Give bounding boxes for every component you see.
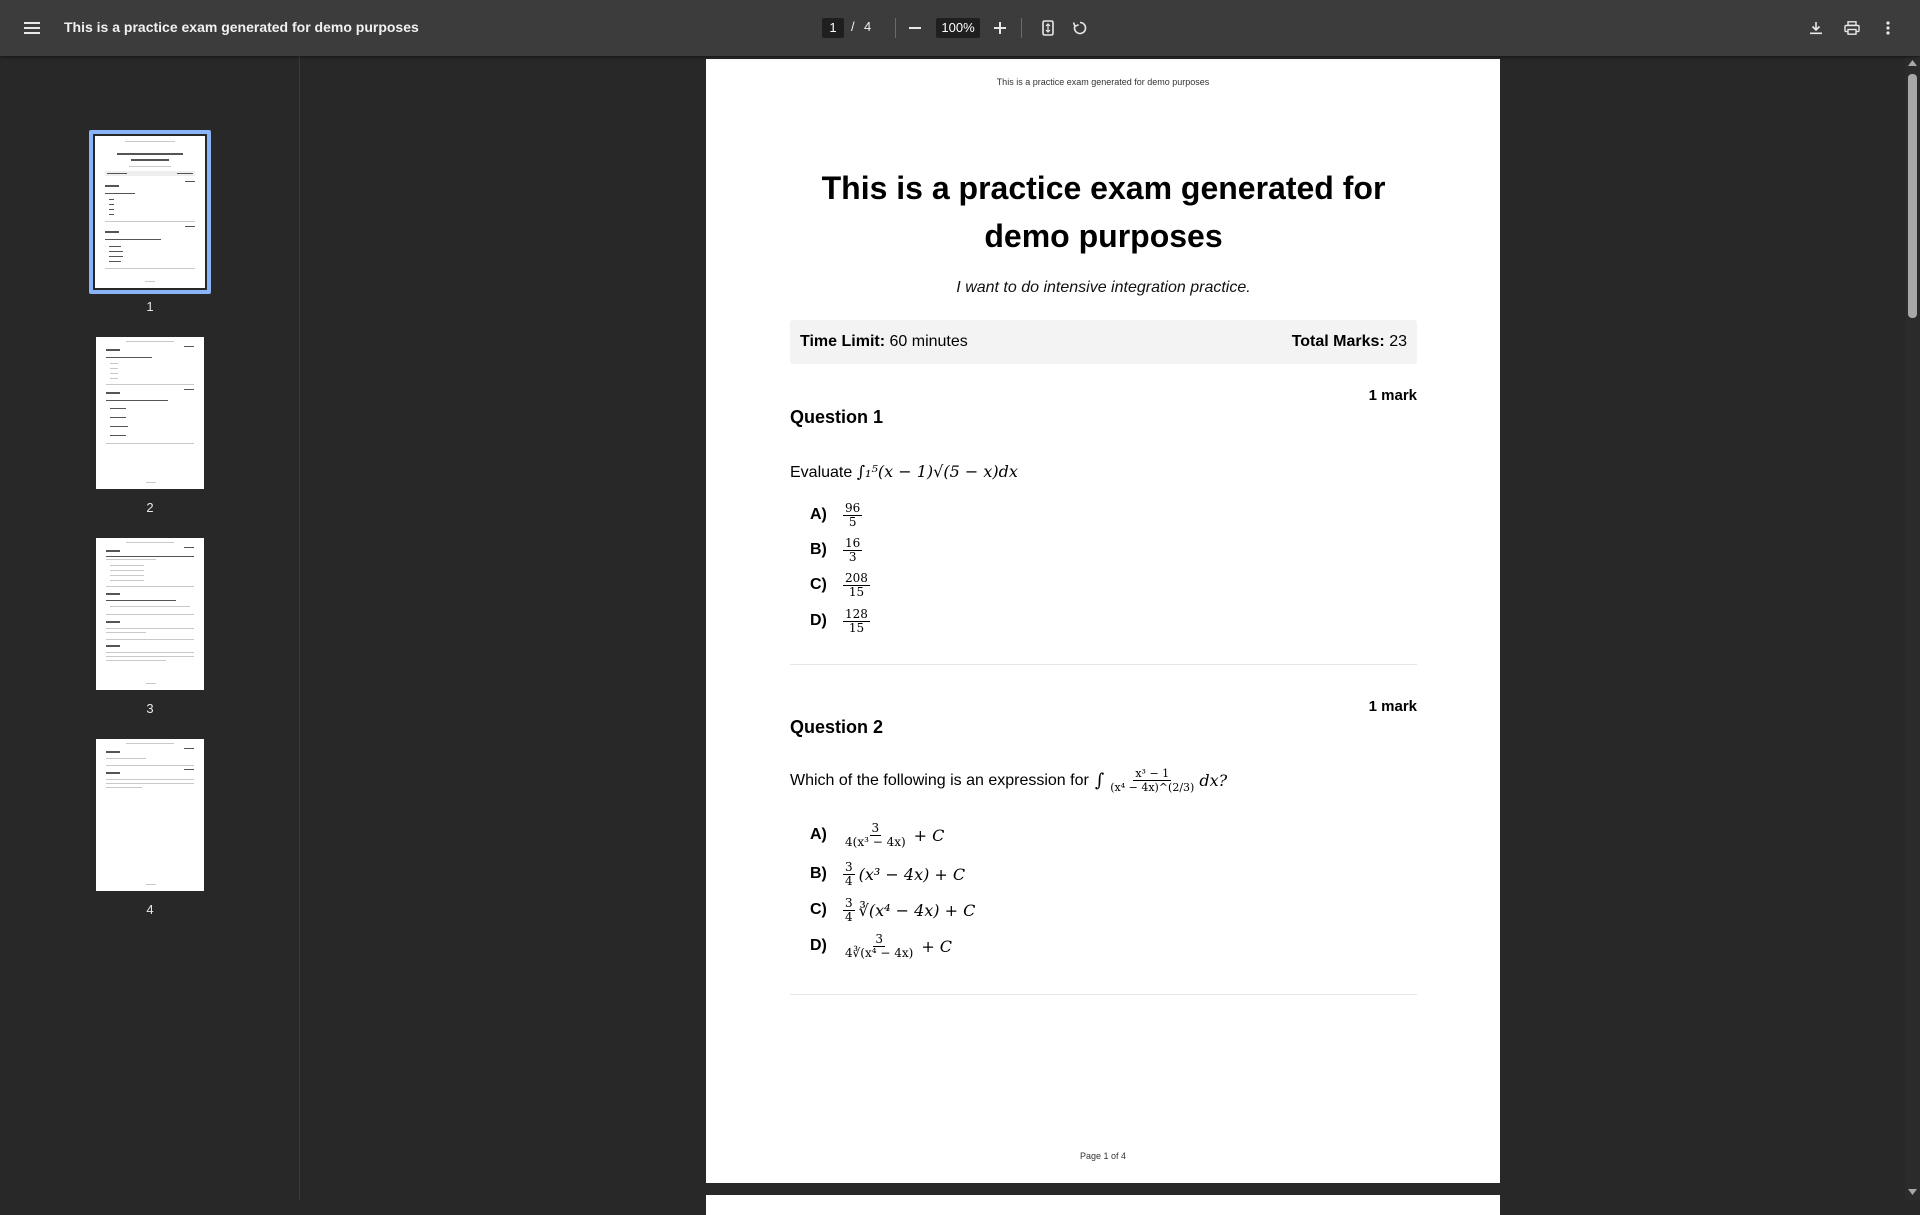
- fraction-numerator: 3: [845, 895, 853, 910]
- fraction-denominator: 4: [845, 909, 853, 924]
- pdf-page-1: [706, 59, 1500, 1183]
- integral-sign: ∫: [1094, 770, 1105, 791]
- option-fraction: [843, 861, 855, 888]
- question-title: Question 1: [790, 407, 884, 427]
- exam-subtitle: I want to do intensive integration practice.: [956, 279, 1251, 296]
- fraction-denominator: 15: [848, 620, 865, 635]
- answer-option: [810, 859, 965, 889]
- thumbnail-page-3[interactable]: [96, 538, 204, 690]
- question-formula-tail: dx?: [1199, 771, 1228, 790]
- fraction-numerator: 3: [875, 931, 883, 946]
- option-letter: B): [810, 865, 827, 882]
- fraction-numerator: 96: [845, 500, 861, 515]
- thumbnail-label: 2: [146, 500, 154, 515]
- option-fraction: [843, 822, 908, 849]
- answer-option: [810, 895, 975, 925]
- menu-icon[interactable]: [16, 12, 48, 44]
- fit-page-icon[interactable]: [1032, 12, 1064, 44]
- option-tail: ∛(x⁴ − 4x) + C: [858, 900, 976, 920]
- total-marks: [1292, 333, 1407, 351]
- question-prompt-text: Evaluate: [790, 464, 853, 481]
- option-fraction: [843, 608, 870, 635]
- exam-title: This is a practice exam generated for demo purposes: [821, 170, 1386, 254]
- fraction-numerator: 208: [845, 570, 868, 585]
- fraction-numerator: 16: [845, 535, 861, 550]
- option-tail: + C: [913, 825, 945, 845]
- page-number-input[interactable]: 1: [822, 18, 844, 38]
- option-tail: + C: [921, 936, 953, 956]
- thumbnail-label: 1: [146, 299, 154, 314]
- fraction-numerator: x³ − 1: [1135, 767, 1170, 780]
- question-divider: [790, 994, 1417, 995]
- page-total: 4: [864, 19, 872, 34]
- zoom-level-input[interactable]: 100%: [936, 18, 980, 38]
- answer-option: [810, 500, 862, 530]
- download-icon[interactable]: [1800, 12, 1832, 44]
- exam-info-box: [790, 320, 1417, 364]
- fraction-denominator: 15: [848, 584, 865, 599]
- answer-option: [810, 931, 952, 961]
- option-letter: A): [810, 506, 827, 523]
- more-options-icon[interactable]: [1872, 12, 1904, 44]
- print-icon[interactable]: [1836, 12, 1868, 44]
- option-fraction: [843, 933, 915, 960]
- question-prompt-text: Which of the following is an expression for: [790, 771, 1089, 789]
- option-fraction: [843, 572, 870, 599]
- option-fraction: [843, 537, 862, 564]
- question-prompt: [790, 767, 1227, 794]
- toolbar-divider: [895, 18, 896, 38]
- answer-option: [810, 820, 944, 850]
- option-letter: C): [810, 901, 827, 918]
- question-formula-fraction: [1108, 767, 1196, 794]
- pdf-page-2-top: [706, 1195, 1500, 1215]
- question-mark: 1 mark: [1368, 387, 1417, 404]
- option-letter: D): [810, 612, 827, 629]
- zoom-in-icon[interactable]: [984, 12, 1016, 44]
- fraction-denominator: 5: [848, 514, 857, 529]
- time-limit: [800, 333, 968, 351]
- document-title: This is a practice exam generated for demo purposes: [64, 19, 419, 35]
- scrollbar-thumb[interactable]: [1908, 74, 1917, 318]
- page-footer: Page 1 of 4: [1079, 1151, 1127, 1161]
- thumbnail-page-1[interactable]: [95, 136, 205, 288]
- running-header: This is a practice exam generated for demo purposes: [996, 77, 1210, 87]
- fraction-denominator: 3: [848, 549, 857, 564]
- time-limit-label: Time Limit:: [800, 333, 886, 350]
- toolbar-divider: [1021, 18, 1022, 38]
- option-tail: (x³ − 4x) + C: [858, 864, 966, 884]
- fraction-numerator: 128: [845, 606, 868, 621]
- thumbnail-sidebar: [0, 56, 300, 1200]
- option-letter: A): [810, 826, 827, 843]
- rotate-icon[interactable]: [1064, 12, 1096, 44]
- fraction-denominator: (x⁴ − 4x)^(2/3): [1110, 781, 1195, 794]
- total-marks-label: Total Marks:: [1291, 333, 1385, 350]
- total-marks-value: 23: [1389, 333, 1407, 350]
- question-title: Question 2: [790, 717, 884, 737]
- question-divider: [790, 664, 1417, 665]
- option-letter: B): [810, 541, 827, 558]
- fraction-denominator: 4(x³ − 4x): [845, 834, 906, 849]
- option-letter: C): [810, 576, 827, 593]
- option-fraction: [843, 897, 855, 924]
- zoom-out-icon[interactable]: [899, 12, 931, 44]
- page-separator: /: [851, 19, 855, 34]
- thumbnail-label: 4: [146, 902, 154, 917]
- answer-option: [810, 535, 862, 565]
- thumbnail-page-4[interactable]: [96, 739, 204, 891]
- option-letter: D): [810, 937, 827, 954]
- answer-option: [810, 570, 870, 600]
- time-limit-value: 60 minutes: [889, 333, 968, 350]
- option-fraction: [843, 502, 862, 529]
- toolbar: [0, 0, 1920, 56]
- fraction-denominator: 4∛(x⁴ − 4x): [845, 945, 914, 960]
- answer-option: [810, 606, 870, 636]
- fraction-numerator: 3: [871, 820, 880, 835]
- fraction-denominator: 4: [845, 873, 853, 888]
- fraction-numerator: 3: [845, 859, 853, 874]
- question-mark: 1 mark: [1368, 698, 1417, 715]
- question-prompt: [790, 462, 1018, 482]
- thumbnail-page-2[interactable]: [96, 337, 204, 489]
- question-formula: ∫₁⁵(x − 1)√(5 − x)dx: [856, 462, 1018, 481]
- thumbnail-label: 3: [146, 701, 154, 716]
